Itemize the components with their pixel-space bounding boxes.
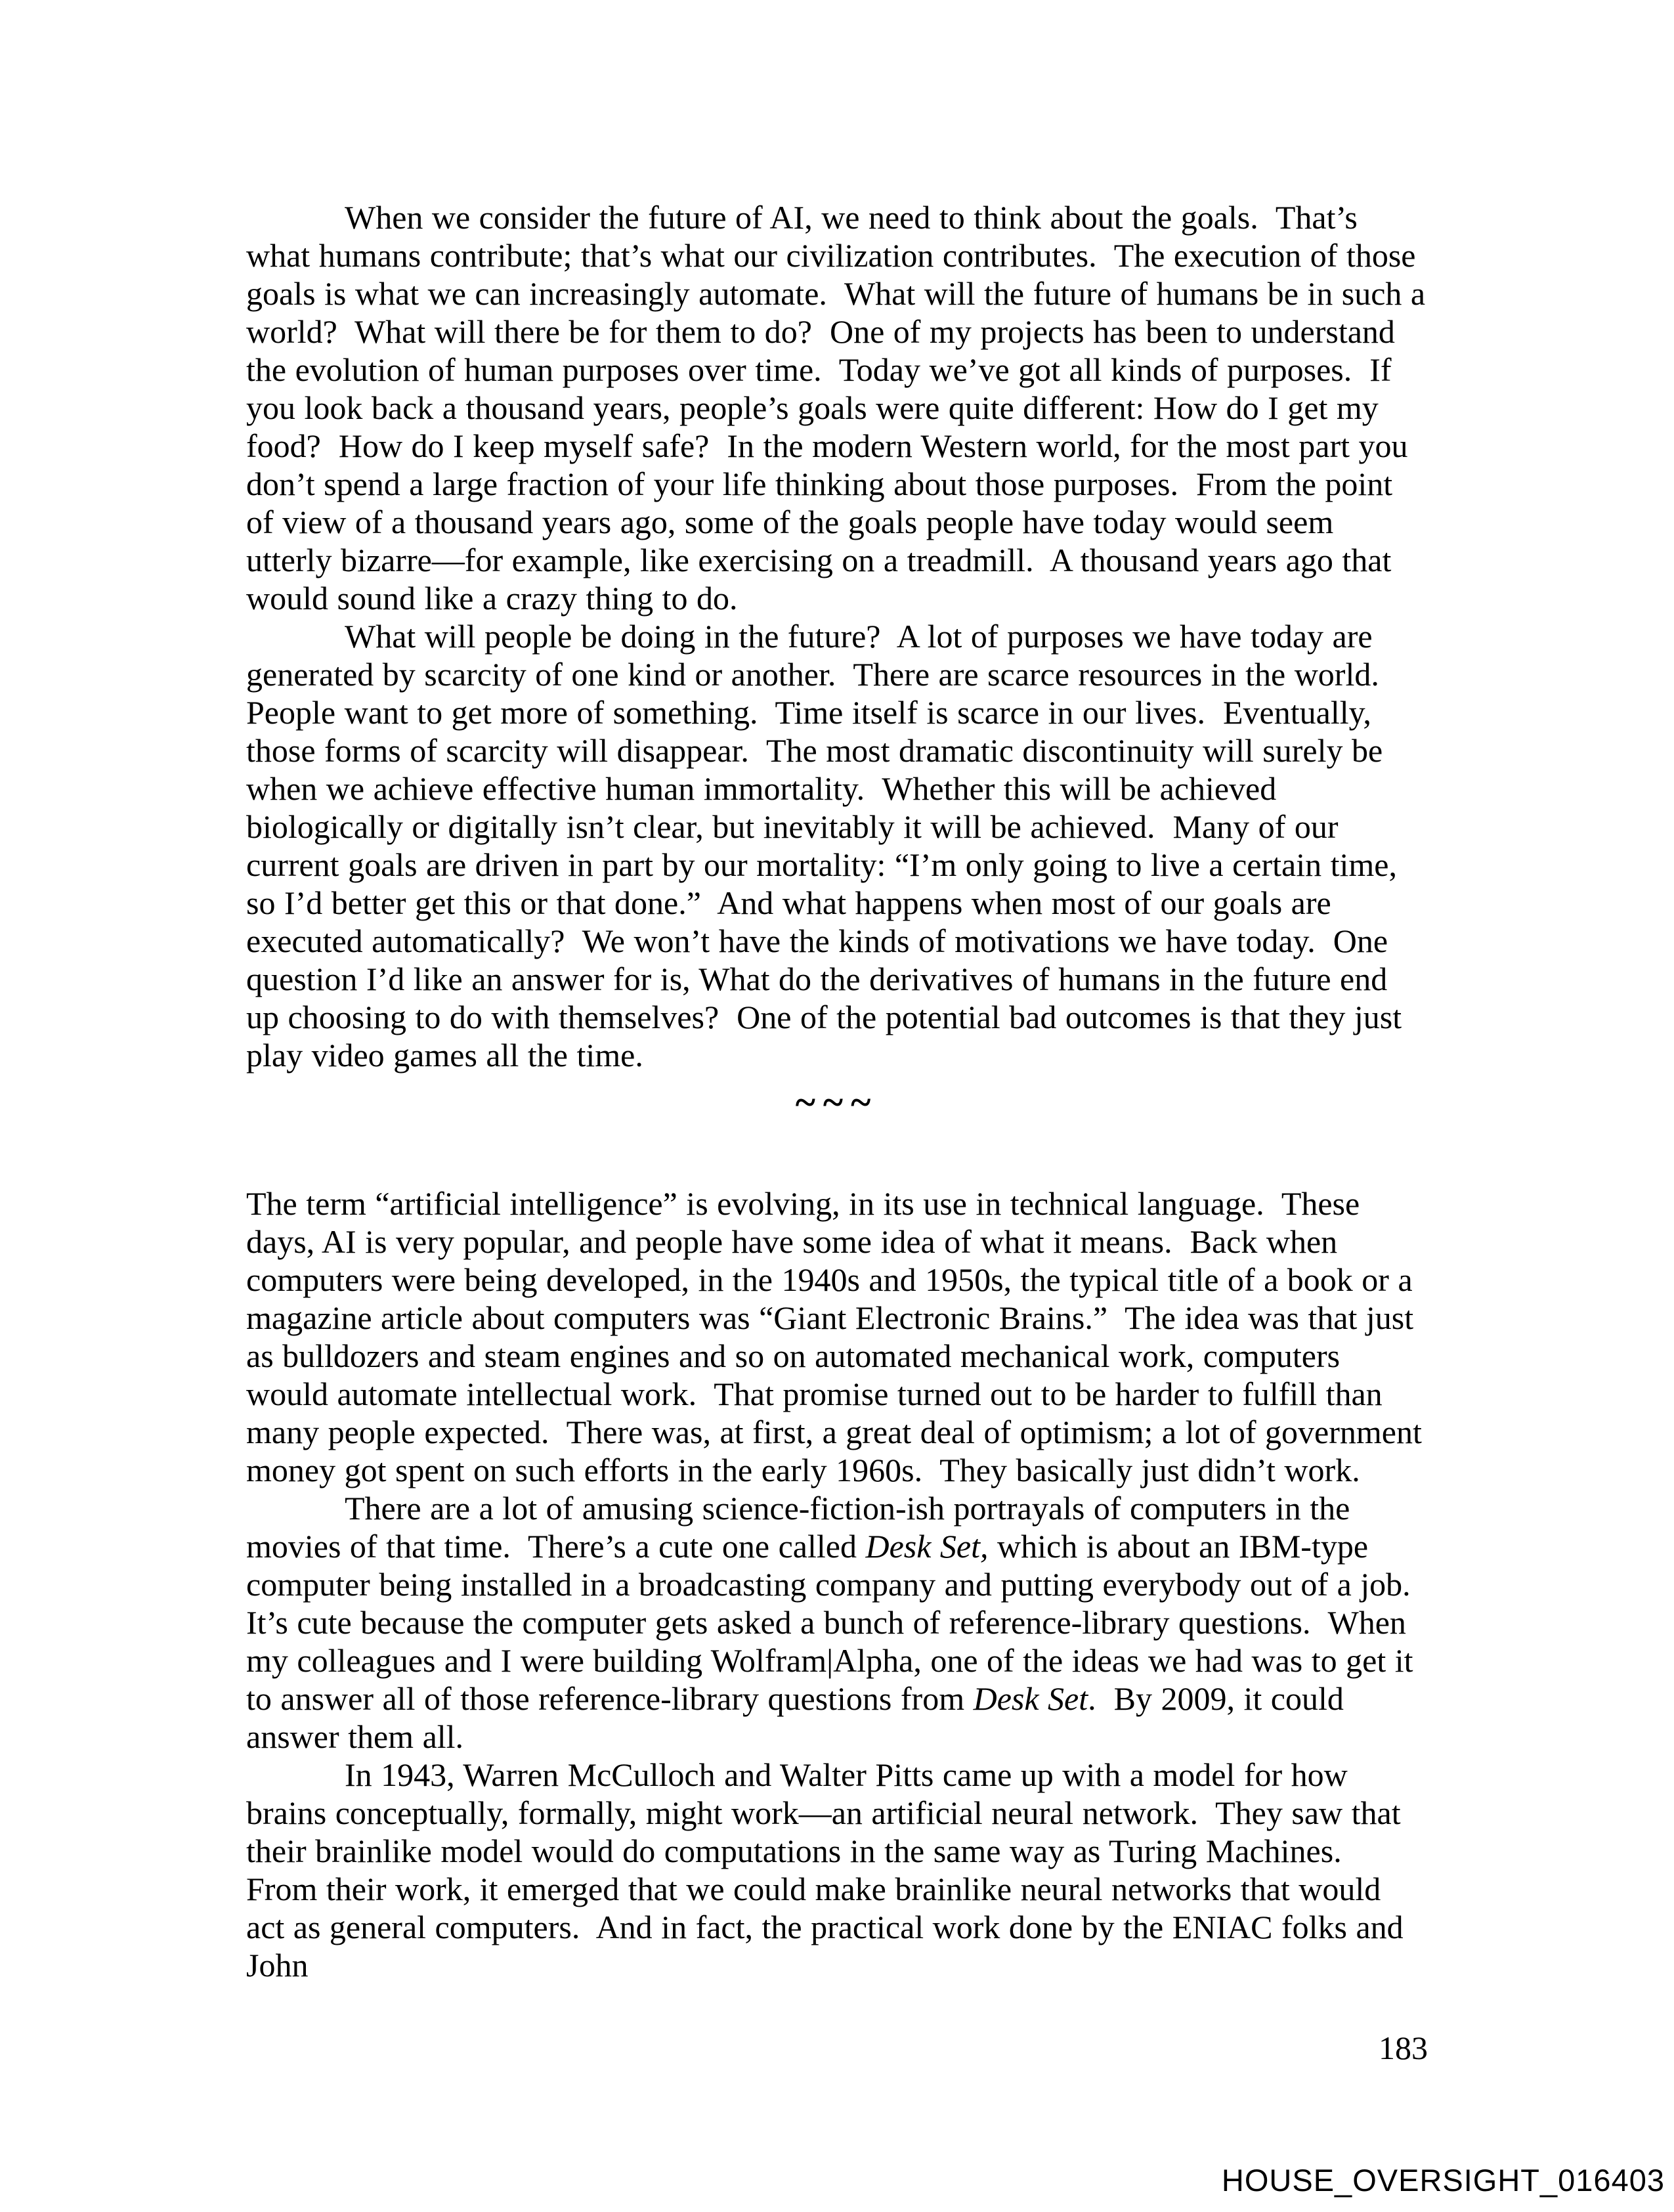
text-segment: In 1943, Warren McCulloch and Walter Pitts came up with a model for how brains conceptually, formally, might work—an artificial neural network. They saw that their brainlike model would do computations in the same way as Turing Machines. From their work, it emerged that we could make brainlike neural networks that would act as general computers. And in fact, the practical work done by the ENIAC folks and John	[246, 1756, 1413, 1984]
paragraph	[246, 1184, 1431, 1489]
text-segment: which is about an IBM-type computer being installed in a broadcasting company and putting everybody out of a job. It’s cute because the computer gets asked a bunch of reference-library questions. When my colleagues and I were building Wolfram|Alpha, one of the ideas we had was to get it to answer all of those reference-library questions from	[246, 1528, 1428, 1717]
italic-text-segment: Desk Set	[973, 1680, 1088, 1717]
text-segment: The term “artificial intelligence” is evolving, in its use in technical language. These days, AI is very popular, and people have some idea of what it means. Back when computers were being developed, in the 1940s and 1950s, the typical title of a book or a magazine article about computers was “Giant Electronic Brains.” The idea was that just as bulldozers and steam engines and so on automated mechanical work, computers would automate intellectual work. That promise turned out to be harder to fulfill than many people expected. There was, at first, a great deal of optimism; a lot of government money got spent on such efforts in the early 1960s. They basically just didn’t work.	[246, 1185, 1431, 1488]
transcript-text	[246, 198, 1434, 1984]
paragraph	[246, 1756, 1428, 1984]
paragraph	[246, 1489, 1428, 1756]
text-segment: What will people be doing in the future? A lot of purposes we have today are generated by scarcity of one kind or another. There are scarce resources in the world. People want to get more of something. Time itself is scarce in our lives. Eventually, those forms of scarcity will disappear. The most dramatic discontinuity will surely be when we achieve effective human immortality. Whether this will be achieved biologically or digitally isn’t clear, but inevitably it will be achieved. Many of our current goals are driven in part by our mortality: “I’m only going to live a certain time, so I’d better get this or that done.” And what happens when most of our goals are executed automatically? We won’t have the kinds of motivations we have today. One question I’d like an answer for is, What do the derivatives of humans in the future end up choosing to do with themselves? One of the potential bad outcomes is that they just play video games all the time.	[246, 618, 1411, 1073]
bates-number: HOUSE_OVERSIGHT_016403	[1221, 2163, 1665, 2198]
italic-text-segment: Desk Set,	[865, 1528, 989, 1565]
text-segment: . By 2009, it could answer them all.	[246, 1680, 1353, 1755]
section-separator: ~~~	[795, 1081, 879, 1123]
paragraph	[246, 617, 1428, 1074]
paragraph	[246, 198, 1434, 617]
text-segment: When we consider the future of AI, we need to think about the goals. That’s what humans contribute; that’s what our civilization contributes. The execution of those goals is what we can increasingly automate. What will the future of humans be in such a world? What will there be for them to do? One of my projects has been to understand the evolution of human purposes over time. Today we’ve got all kinds of purposes. If you look back a thousand years, people’s goals were quite different: How do I get my food? How do I keep myself safe? In the modern Western world, for the most part you don’t spend a large fraction of your life thinking about those purposes. From the point of view of a thousand years ago, some of the goals people have today would seem utterly bizarre—for example, like exercising on a treadmill. A thousand years ago that would sound like a crazy thing to do.	[246, 199, 1434, 617]
text-segment: There are a lot of amusing science-fiction-ish portrayals of computers in the movies of that time. There’s a cute one called	[246, 1490, 1359, 1565]
page-number: 183	[1379, 2029, 1428, 2066]
